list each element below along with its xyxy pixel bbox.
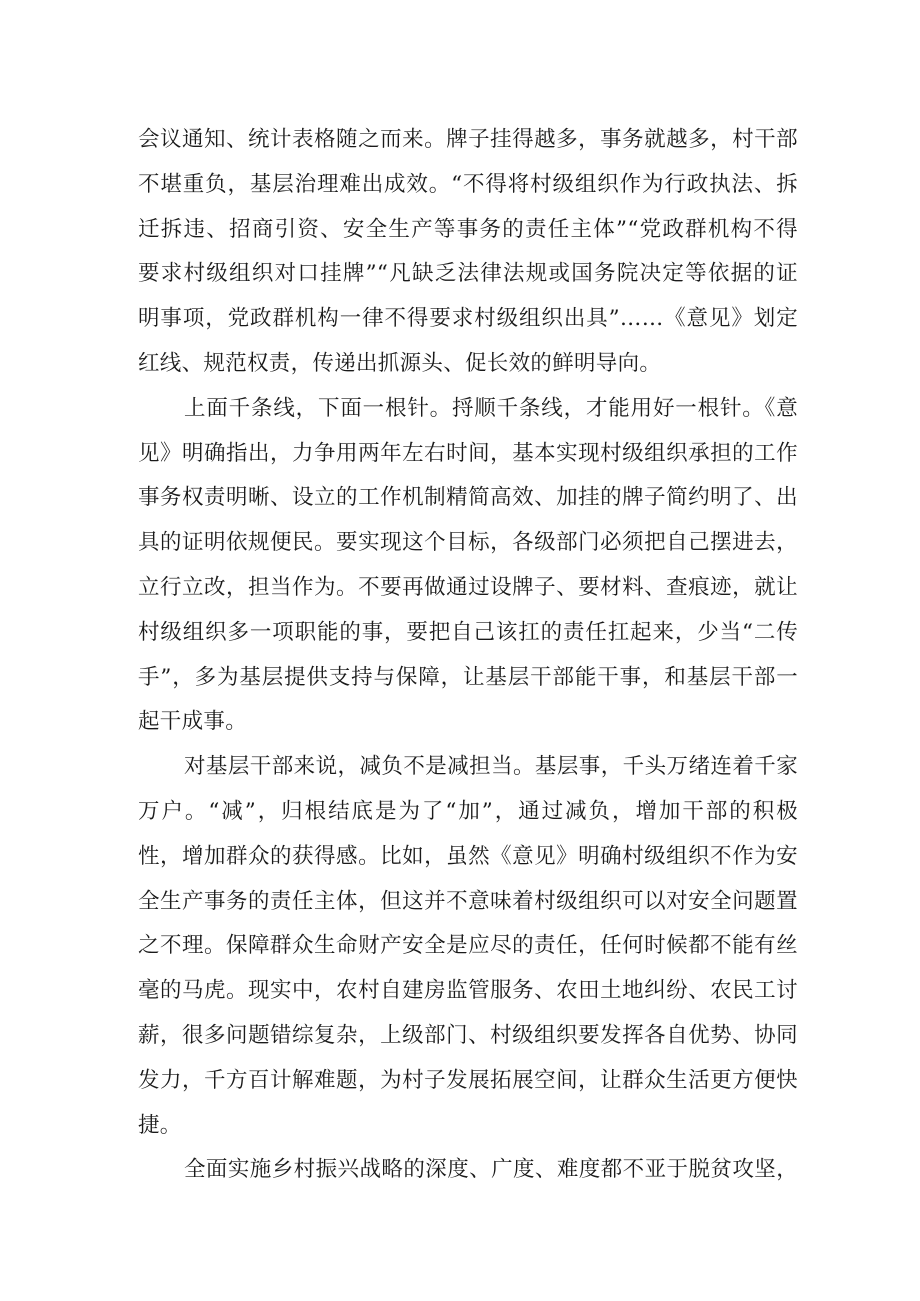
text-line: 事务权责明晰、设立的工作机制精简高效、加挂的牌子简约明了、出: [138, 485, 798, 511]
text-line: 村级组织多一项职能的事，要把自己该扛的责任扛起来，少当“二传: [138, 619, 798, 645]
text-line: 迁拆违、招商引资、安全生产等事务的责任主体”“党政群机构不得: [138, 216, 798, 242]
text-line: 明事项，党政群机构一律不得要求村级组织出具”……《意见》划定: [138, 306, 798, 332]
text-line: 不堪重负，基层治理难出成效。“不得将村级组织作为行政执法、拆: [138, 171, 798, 197]
text-line: 要求村级组织对口挂牌”“凡缺乏法律法规或国务院决定等依据的证: [138, 261, 798, 287]
text-line: 全生产事务的责任主体，但这并不意味着村级组织可以对安全问题置: [138, 888, 798, 914]
text-line: 立行立改，担当作为。不要再做通过设牌子、要材料、查痕迹，就让: [138, 574, 798, 600]
text-line: 捷。: [138, 1112, 182, 1138]
body-text: [138, 118, 798, 1193]
text-line: 红线、规范权责，传递出抓源头、促长效的鲜明导向。: [138, 350, 662, 376]
text-line: 对基层干部来说，减负不是减担当。基层事，千头万绪连着千家: [184, 754, 798, 780]
paragraph: [138, 745, 798, 1148]
text-line: 会议通知、统计表格随之而来。牌子挂得越多，事务就越多，村干部: [138, 127, 798, 152]
text-line: 具的证明依规便民。要实现这个目标，各级部门必须把自己摆进去，: [138, 530, 798, 556]
paragraph: [138, 118, 798, 387]
text-line: 性，增加群众的获得感。比如，虽然《意见》明确村级组织不作为安: [138, 843, 798, 869]
paragraph: [138, 1148, 798, 1193]
text-line: 之不理。保障群众生命财产安全是应尽的责任，任何时候都不能有丝: [138, 933, 798, 959]
text-line: 见》明确指出，力争用两年左右时间，基本实现村级组织承担的工作: [138, 440, 798, 466]
paragraph: [138, 387, 798, 745]
text-line: 上面千条线，下面一根针。捋顺千条线，才能用好一根针。《意: [184, 395, 798, 421]
text-line: 万户。“减”，归根结底是为了“加”，通过减负，增加干部的积极: [138, 798, 798, 824]
text-line: 薪，很多问题错综复杂，上级部门、村级组织要发挥各自优势、协同: [138, 1022, 798, 1048]
text-line: 毫的马虎。现实中，农村自建房监管服务、农田土地纠纷、农民工讨: [138, 978, 798, 1004]
text-line: 手”，多为基层提供支持与保障，让基层干部能干事，和基层干部一: [138, 664, 798, 690]
text-line: 发力，千方百计解难题，为村子发展拓展空间，让群众生活更方便快: [138, 1067, 798, 1093]
text-line: 起干成事。: [138, 709, 248, 735]
text-line: 全面实施乡村振兴战略的深度、广度、难度都不亚于脱贫攻坚，: [184, 1157, 798, 1183]
